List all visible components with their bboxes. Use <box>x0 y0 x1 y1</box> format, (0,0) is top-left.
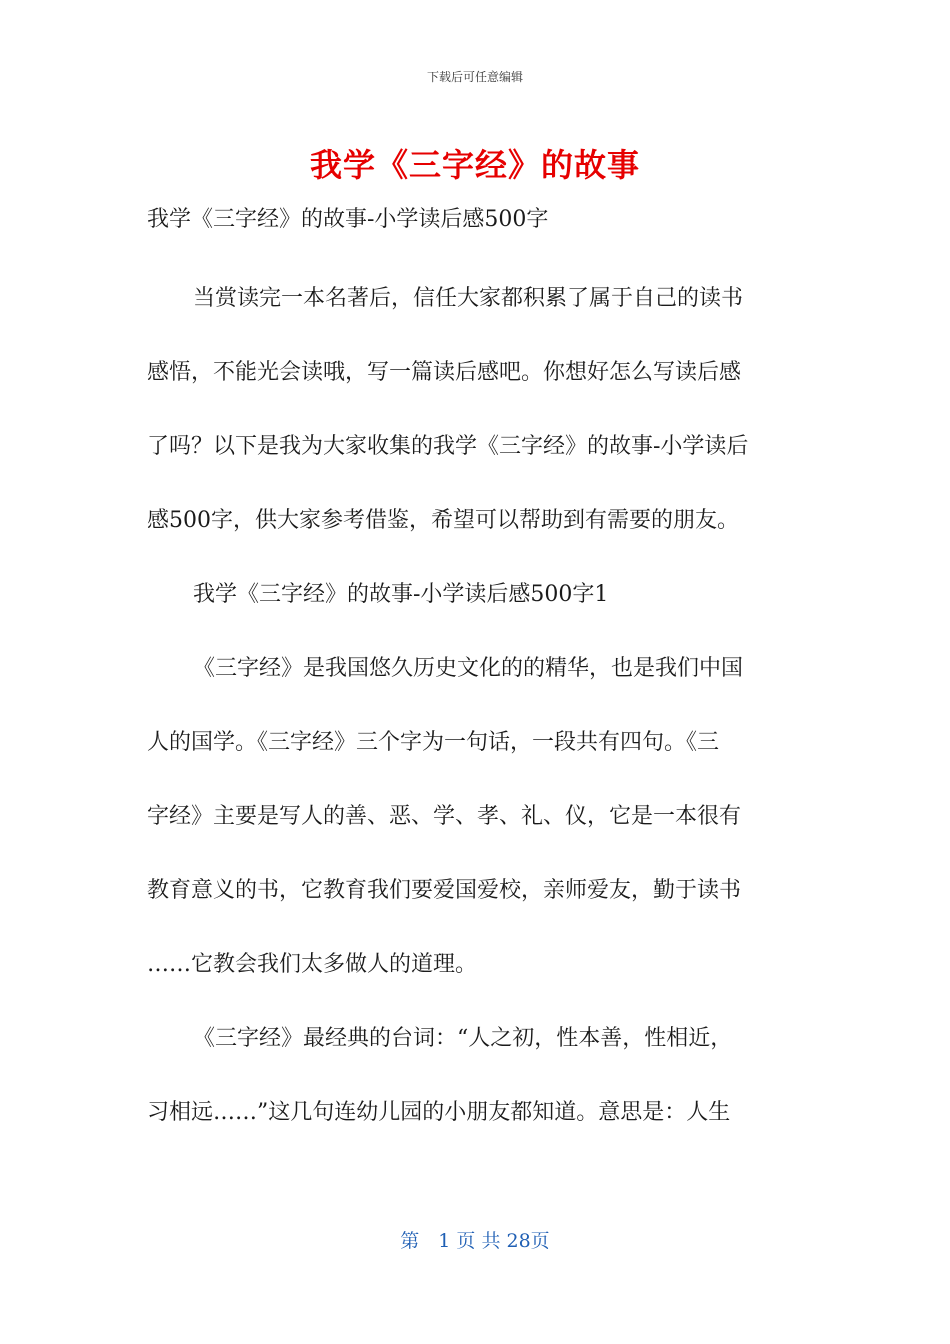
paragraph-line: 人的国学。《三字经》三个字为一句话，一段共有四句。《三 <box>147 730 720 755</box>
paragraph-line: 习相远……”这几句连幼儿园的小朋友都知道。意思是：人生 <box>147 1100 731 1125</box>
paragraph-line: 感悟，不能光会读哦，写一篇读后感吧。你想好怎么写读后感 <box>147 360 742 385</box>
header-note: 下载后可任意编辑 <box>426 70 523 84</box>
paragraph-line: 了吗？以下是我为大家收集的我学《三字经》的故事-小学读后 <box>147 434 749 459</box>
paragraph-body-2 <box>147 1002 807 1150</box>
paragraph-body-1 <box>147 632 807 1002</box>
paragraph-line: ……它教会我们太多做人的道理。 <box>147 952 478 977</box>
paragraph-line: 教育意义的书，它教育我们要爱国爱校，亲师爱友，勤于读书 <box>147 878 742 903</box>
paragraph-intro <box>147 262 807 558</box>
paragraph-line: 《三字经》是我国悠久历史文化的的精华，也是我们中国 <box>193 656 744 681</box>
page-number-footer: 第 1 页 共 28页 <box>400 1230 550 1252</box>
paragraph-line: 感500字，供大家参考借鉴，希望可以帮助到有需要的朋友。 <box>147 508 739 533</box>
section-heading-text: 我学《三字经》的故事-小学读后感500字1 <box>193 582 609 607</box>
document-title: 我学《三字经》的故事 <box>309 146 640 184</box>
paragraph-line: 字经》主要是写人的善、恶、学、孝、礼、仪，它是一本很有 <box>147 804 742 829</box>
section-heading <box>147 558 807 632</box>
paragraph-line: 当赏读完一本名著后，信任大家都积累了属于自己的读书 <box>193 286 744 311</box>
document-body <box>147 200 807 1150</box>
document-subtitle: 我学《三字经》的故事-小学读后感500字 <box>147 207 549 232</box>
paragraph-line: 《三字经》最经典的台词：“人之初，性本善，性相近， <box>193 1026 733 1051</box>
